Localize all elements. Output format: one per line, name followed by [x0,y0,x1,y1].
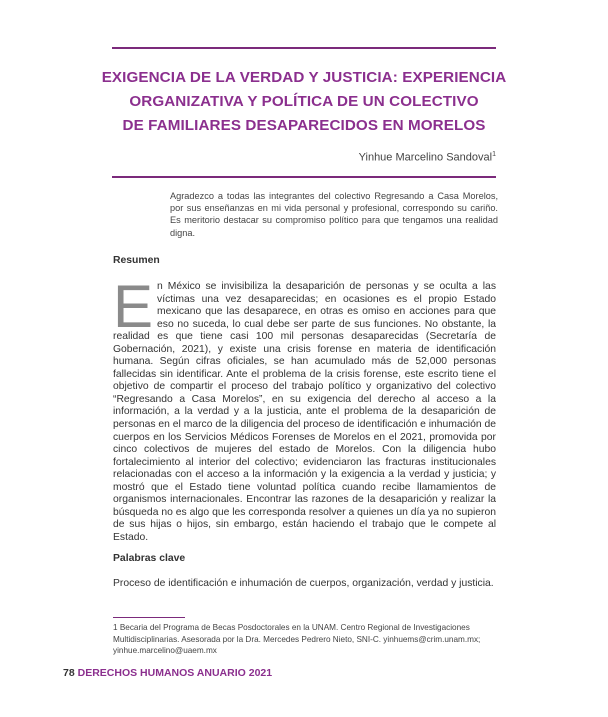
title-line-1: EXIGENCIA DE LA VERDAD Y JUSTICIA: EXPERIENCIA [101,69,507,86]
page-number: 78 [63,667,75,679]
abstract-text: n México se invisibiliza la desaparición de personas y se oculta a las víctimas una vez desaparecidas; en ocasiones es el propio Estado mexicano que las desaparece, en otras es omiso en acciones para que eso no suceda, lo cual debe ser parte de sus funciones. No obstante, la realidad es que tiene casi 100 mil personas desaparecidas (Secretaría de Gobernación, 2021), y existe una crisis forense en materia de identificación humana. Según cifras oficiales, se han acumulado más de 52,000 personas fallecidas sin identificar. Ante el problema de la crisis forense, este escrito tiene el objetivo de compartir el proceso del trabajo político y organizativo del colectivo “Regresando a Casa Morelos”, en su exigencia del derecho al acceso a la información, a la verdad y a la justicia, ante el problema de la desaparición de personas en el marco de la diligencia del proceso de identificación e inhumación de cuerpos en los Servicios Médicos Forenses de Morelos en el 2021, promovida por cinco colectivos de mujeres del estado de Morelos. Con la diligencia hubo fortalecimiento al interior del colectivo; evidenciaron las fracturas institucionales relacionadas con el acceso a la información y la exigencia a la verdad y justicia; y mostró que el Estado tiene voluntad política cuando recibe llamamientos de organismos internacionales. Encontrar las razones de la desaparición y realizar la búsqueda no es algo que les corresponda resolver a quienes un día ya no supieron de sus hijas o hijos, sin embargo, están haciendo el trabajo que le compete al Estado. [113,281,496,543]
keywords-heading: Palabras clave [113,553,186,564]
publication-name: DERECHOS HUMANOS ANUARIO 2021 [77,667,273,679]
abstract-heading: Resumen [113,255,160,266]
author-note-mark: 1 [492,151,496,158]
abstract-body [113,273,496,544]
footnote-rule [113,617,185,618]
drop-cap: E [113,273,154,340]
author-line [359,151,496,164]
keywords-text: Proceso de identificación e inhumación de cuerpos, organización, verdad y justicia. [113,578,494,589]
footnote: 1 Becaria del Programa de Becas Posdoctorales en la UNAM. Centro Regional de Investigaciones Multidisciplinarias. Asesorada por la Dra. Mercedes Pedrero Nieto, SNI-C. yinhuems@crim.unam.mx; yinhue.marcelino@uaem.mx [113,623,481,656]
author-name: Yinhue Marcelino Sandoval [358,151,493,164]
title-line-2: ORGANIZATIVA Y POLÍTICA DE UN COLECTIVO [129,93,479,110]
top-rule [112,47,496,49]
author-rule [112,176,496,178]
title-line-3: DE FAMILIARES DESAPARECIDOS EN MORELOS [122,117,486,134]
acknowledgment: Agradezco a todas las integrantes del colectivo Regresando a Casa Morelos, por sus enseñanzas en mi vida personal y profesional, correspondo su cariño. Es meritorio destacar su compromiso político para que tengamos una realidad digna. [170,191,498,238]
article-title [95,66,513,138]
page-footer [63,667,272,679]
